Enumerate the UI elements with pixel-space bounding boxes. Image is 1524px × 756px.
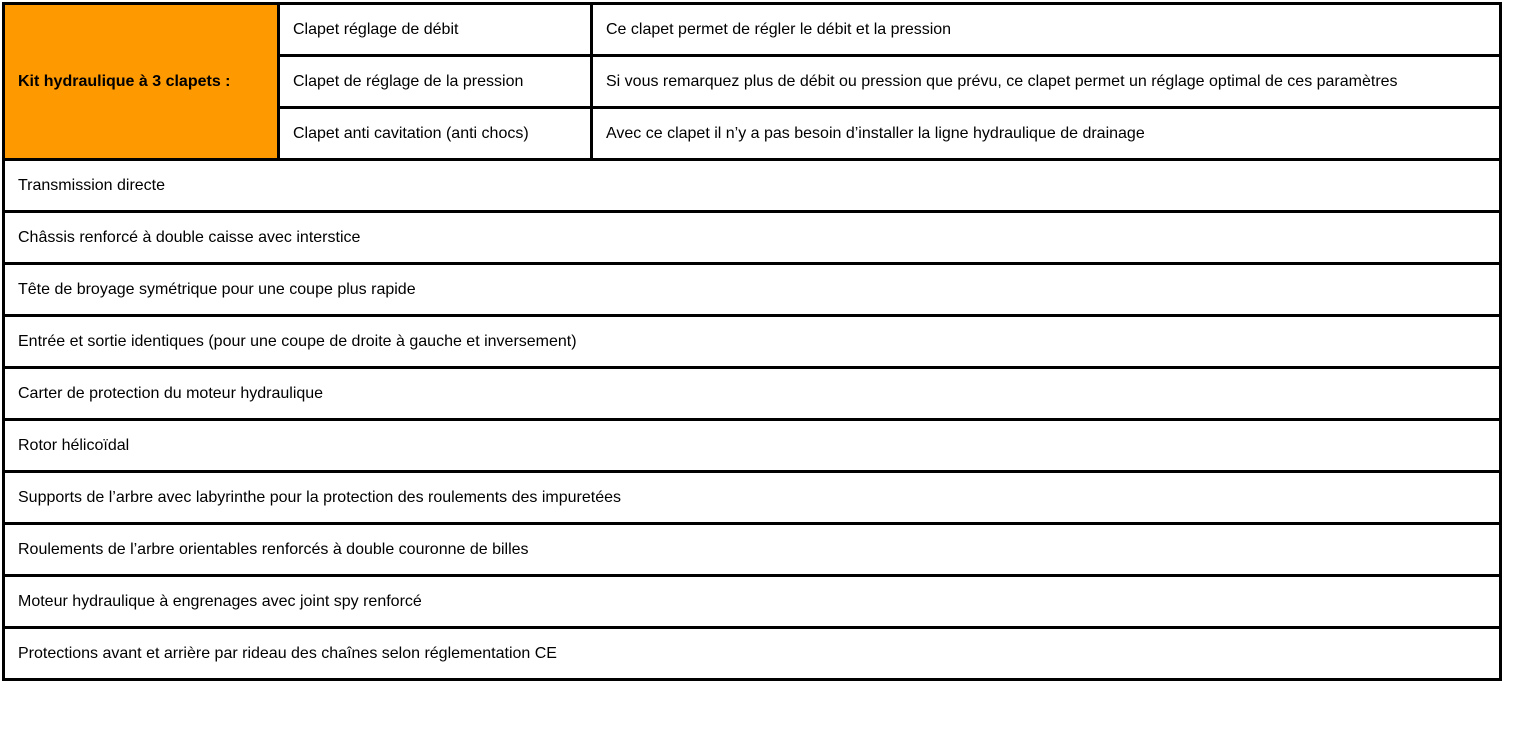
- feature-cell: Roulements de l’arbre orientables renforcés à double couronne de billes: [4, 524, 1501, 576]
- clapet-description-cell: Si vous remarquez plus de débit ou pression que prévu, ce clapet permet un réglage optimal de ces paramètres: [592, 56, 1501, 108]
- clapet-name-cell: Clapet de réglage de la pression: [279, 56, 592, 108]
- feature-cell: Moteur hydraulique à engrenages avec joint spy renforcé: [4, 576, 1501, 628]
- feature-cell: Supports de l’arbre avec labyrinthe pour la protection des roulements des impuretées: [4, 472, 1501, 524]
- feature-cell: Protections avant et arrière par rideau des chaînes selon réglementation CE: [4, 628, 1501, 680]
- clapet-name-cell: Clapet réglage de débit: [279, 4, 592, 56]
- table-row: [4, 160, 1501, 212]
- feature-cell: Rotor hélicoïdal: [4, 420, 1501, 472]
- table-row: [4, 524, 1501, 576]
- feature-cell: Transmission directe: [4, 160, 1501, 212]
- specifications-table: [2, 2, 1502, 681]
- table-row: [4, 628, 1501, 680]
- clapet-description-cell: Avec ce clapet il n’y a pas besoin d’installer la ligne hydraulique de drainage: [592, 108, 1501, 160]
- table-row: [4, 264, 1501, 316]
- table-row: [4, 212, 1501, 264]
- table-row: [4, 576, 1501, 628]
- feature-cell: Entrée et sortie identiques (pour une coupe de droite à gauche et inversement): [4, 316, 1501, 368]
- table-row: [4, 316, 1501, 368]
- table-row: [4, 4, 1501, 56]
- feature-cell: Carter de protection du moteur hydraulique: [4, 368, 1501, 420]
- table-row: [4, 472, 1501, 524]
- feature-cell: Châssis renforcé à double caisse avec interstice: [4, 212, 1501, 264]
- table-row: [4, 368, 1501, 420]
- kit-label-cell: Kit hydraulique à 3 clapets :: [4, 4, 279, 160]
- clapet-name-cell: Clapet anti cavitation (anti chocs): [279, 108, 592, 160]
- feature-cell: Tête de broyage symétrique pour une coupe plus rapide: [4, 264, 1501, 316]
- table-row: [4, 420, 1501, 472]
- clapet-description-cell: Ce clapet permet de régler le débit et la pression: [592, 4, 1501, 56]
